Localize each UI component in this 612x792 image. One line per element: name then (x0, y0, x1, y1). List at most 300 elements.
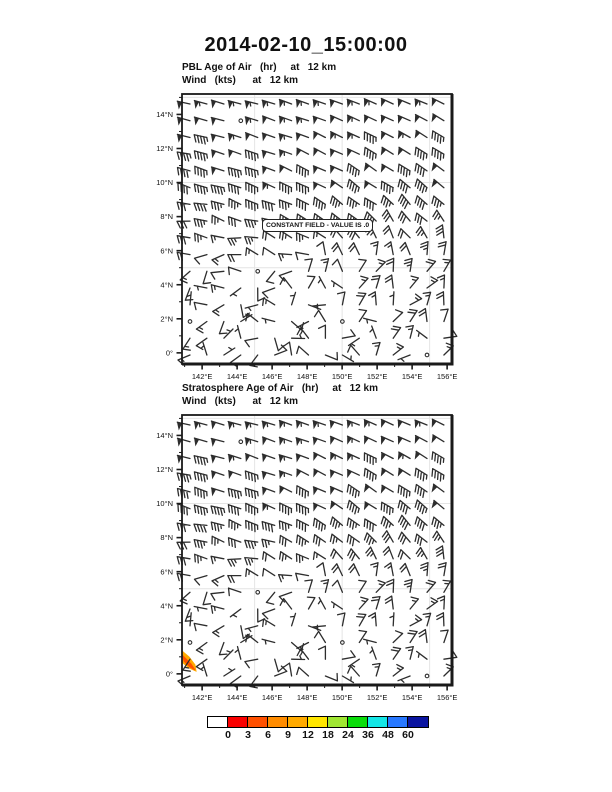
wind-barb (332, 580, 342, 592)
wind-barb (385, 275, 393, 288)
wind-barb (373, 343, 380, 356)
wind-barb (415, 500, 427, 514)
wind-barb (364, 198, 376, 210)
wind-barb (279, 521, 291, 531)
wind-barb (213, 626, 224, 637)
colorbar-segment (407, 716, 429, 728)
wind-barb (364, 147, 376, 160)
wind-barb (366, 547, 376, 559)
wind-barb (381, 181, 393, 193)
wind-barb (314, 197, 326, 210)
wind-barb (383, 547, 393, 559)
colorbar-level-label: 18 (322, 729, 334, 741)
wind-barb (195, 166, 207, 177)
wind-barb (279, 575, 292, 582)
colorbar-level-label: 48 (382, 729, 394, 741)
x-tick-label: 154°E (401, 693, 423, 702)
wind-barb (245, 219, 258, 227)
wind-barb (437, 292, 444, 305)
wind-barb (338, 613, 345, 626)
x-tick-label: 148°E (296, 372, 318, 381)
wind-barb (393, 665, 403, 676)
wind-barb (246, 503, 258, 514)
wind-barb (321, 259, 328, 272)
wind-barb (263, 288, 275, 298)
wind-barb (426, 259, 435, 271)
wind-barb (432, 148, 444, 160)
wind-barb (398, 229, 410, 238)
wind-barb (246, 248, 258, 256)
wind-barb (211, 285, 224, 292)
wind-barb (194, 524, 207, 532)
wind-barb (280, 231, 292, 240)
colorbar-segment (247, 716, 269, 728)
wind-barb (297, 504, 309, 515)
constant-field-annotation: CONSTANT FIELD - VALUE IS .0 (262, 219, 373, 232)
wind-barb (235, 326, 241, 339)
wind-barb (364, 639, 377, 644)
wind-barb (415, 468, 427, 481)
wind-barb (347, 518, 359, 529)
wind-barb (229, 538, 241, 548)
wind-barb (410, 597, 418, 609)
wind-barb (390, 613, 394, 626)
wind-barb (438, 563, 446, 576)
wind-barb (297, 535, 309, 546)
calm-circle (239, 119, 243, 123)
wind-barb (421, 563, 428, 576)
wind-barb (314, 535, 326, 546)
wind-barb (194, 472, 207, 482)
y-tick-label: 10°N (156, 499, 173, 509)
y-tick-label: 6°N (160, 567, 173, 577)
wind-barb (194, 286, 207, 291)
wind-barb (371, 242, 378, 255)
wind-barb (387, 579, 394, 592)
wind-barb (262, 539, 275, 547)
wind-barb (391, 647, 400, 659)
colorbar-level-label: 9 (285, 729, 291, 741)
wind-barb (415, 517, 427, 531)
wind-barb (195, 233, 207, 242)
wind-barb (391, 326, 400, 338)
y-tick-label: 8°N (160, 212, 173, 222)
y-tick-label: 14°N (156, 110, 173, 120)
x-tick-label: 146°E (261, 693, 283, 702)
wind-barb (427, 277, 438, 288)
wind-barb (211, 506, 225, 515)
x-tick-label: 156°E (436, 372, 458, 381)
wind-barb (399, 194, 411, 208)
wind-barb (262, 522, 275, 532)
wind-barb (211, 201, 224, 210)
wind-barb (419, 309, 427, 322)
y-tick-label: 6°N (160, 246, 173, 256)
wind-barb (263, 248, 275, 255)
wind-barb (211, 522, 224, 531)
wind-barb (263, 298, 275, 305)
wind-barb (364, 468, 376, 481)
wind-barb (342, 676, 353, 683)
colorbar-level-label: 12 (302, 729, 314, 741)
wind-barb (426, 580, 435, 592)
wind-barb (194, 151, 207, 161)
wind-barb (229, 520, 241, 530)
wind-barb (381, 517, 393, 529)
wind-barb (246, 569, 258, 577)
wind-barb (342, 651, 355, 659)
wind-barb (393, 631, 402, 643)
wind-barb (383, 226, 393, 238)
wind-barb (415, 196, 427, 210)
wind-barb (280, 599, 291, 609)
stratosphere-subtitle-1: Stratosphere Age of Air (hr) at 12 km (182, 383, 378, 394)
wind-barb (177, 202, 190, 210)
wind-barb (317, 563, 326, 576)
wind-barb (230, 609, 240, 617)
wind-barb (370, 647, 376, 659)
wind-barb (444, 651, 457, 659)
wind-barb (245, 167, 258, 177)
wind-barb (305, 580, 312, 592)
wind-barb (245, 659, 258, 668)
wind-barb (245, 237, 258, 244)
calm-circle (256, 270, 260, 274)
wind-barb (347, 485, 359, 498)
wind-barb (196, 643, 207, 654)
wind-barb (348, 345, 360, 355)
wind-barb (211, 556, 224, 563)
wind-barb (317, 242, 326, 255)
x-tick-label: 150°E (331, 693, 353, 702)
wind-barb (325, 353, 337, 360)
wind-barb (415, 534, 427, 545)
wind-barb (203, 271, 211, 283)
wind-barb (228, 184, 240, 194)
wind-barb (364, 519, 376, 531)
x-tick-label: 154°E (401, 372, 423, 381)
wind-barb (212, 215, 224, 224)
wind-barb (432, 196, 444, 207)
wind-barb (432, 131, 444, 143)
wind-barb (230, 288, 240, 296)
wind-barb (219, 322, 227, 334)
wind-barb (292, 335, 305, 339)
wind-barb (229, 588, 241, 596)
wind-barb (432, 452, 444, 464)
wind-barb (245, 540, 258, 548)
wind-barb (245, 558, 258, 565)
wind-barb (417, 651, 427, 659)
wind-barb (342, 330, 355, 338)
wind-barb (315, 310, 326, 321)
wind-barb (280, 536, 292, 547)
pbl-subtitle-1: PBL Age of Air (hr) at 12 km (182, 62, 337, 73)
wind-barb (291, 292, 296, 304)
wind-barb (398, 355, 410, 361)
wind-barb (364, 132, 376, 144)
wind-barb (406, 326, 413, 339)
wind-barb (211, 592, 224, 600)
wind-barb (263, 231, 275, 240)
wind-barb (319, 646, 326, 659)
wind-barb (203, 592, 211, 604)
wind-barb (349, 564, 359, 576)
wind-barb (263, 552, 275, 561)
wind-barb (275, 659, 284, 672)
wind-barb (398, 500, 410, 513)
wind-barb (342, 355, 353, 362)
calm-circle (188, 641, 192, 645)
wind-barb (398, 179, 410, 192)
wind-barb (314, 552, 326, 559)
wind-barb (297, 233, 309, 242)
wind-barb (359, 597, 368, 609)
wind-barb (263, 619, 275, 626)
wind-barb (195, 487, 207, 498)
wind-barb (297, 486, 309, 498)
wind-barb (370, 326, 376, 338)
wind-barb (364, 453, 376, 465)
wind-barb (365, 533, 377, 545)
wind-barb (444, 330, 457, 338)
colorbar-segment (367, 716, 389, 728)
wind-barb (211, 271, 224, 279)
wind-barb (297, 328, 308, 338)
wind-barb (332, 259, 342, 271)
wind-barb (314, 231, 326, 238)
calm-circle (425, 674, 429, 678)
wind-barb (319, 325, 326, 338)
wind-barb (416, 548, 427, 559)
wind-barb (211, 235, 224, 242)
wind-barb (325, 674, 337, 681)
wind-barb (321, 580, 328, 593)
wind-barb (357, 293, 366, 305)
wind-barb (279, 254, 292, 261)
wind-barb (385, 242, 394, 255)
wind-barb (235, 647, 241, 660)
wind-barb (441, 309, 448, 321)
calm-circle (425, 353, 429, 357)
wind-barb (194, 184, 207, 194)
wind-barb (266, 271, 274, 283)
wind-barb (280, 552, 292, 561)
wind-barb (228, 255, 241, 262)
wind-barb (400, 243, 410, 255)
colorbar-segment (287, 716, 309, 728)
calm-circle (256, 591, 260, 595)
wind-barb (194, 607, 207, 612)
wind-barb (280, 278, 291, 288)
wind-barb (399, 211, 411, 223)
wind-barb (399, 532, 411, 544)
y-tick-label: 14°N (156, 431, 173, 441)
wind-barb (297, 183, 309, 194)
colorbar-segment (267, 716, 289, 728)
wind-barb (211, 185, 225, 194)
y-tick-label: 4°N (160, 280, 173, 290)
wind-barb (280, 182, 292, 194)
colorbar-level-label: 60 (402, 729, 414, 741)
wind-barb (245, 471, 258, 482)
colorbar-level-label: 0 (225, 729, 231, 741)
wind-barb (347, 500, 359, 513)
calm-circle (239, 440, 243, 444)
wind-barb (438, 242, 446, 255)
wind-barb (307, 597, 315, 609)
wind-barb (177, 252, 190, 260)
wind-barb (229, 199, 241, 209)
wind-barb (305, 259, 312, 271)
wind-barb (373, 664, 380, 677)
wind-barb (194, 456, 207, 465)
wind-barb (194, 135, 207, 144)
wind-barb (185, 609, 193, 621)
wind-barb (318, 598, 325, 609)
wind-barb (297, 554, 309, 563)
wind-barb (372, 276, 380, 288)
wind-barb (385, 596, 393, 609)
wind-barb (177, 557, 190, 565)
wind-barb (359, 276, 368, 288)
wind-barb (359, 259, 366, 271)
wind-barb (297, 346, 309, 355)
wind-barb (194, 219, 207, 228)
wind-barb (332, 564, 342, 576)
wind-barb (291, 613, 296, 625)
wind-barb (349, 243, 359, 255)
wind-barb (297, 165, 309, 177)
wind-barb (177, 236, 190, 244)
wind-barb (382, 531, 393, 543)
stratosphere-wind-barb-panel (156, 415, 458, 702)
wind-barb (415, 485, 427, 498)
wind-barb (338, 292, 345, 305)
wind-barb (314, 518, 326, 531)
wind-barb (381, 502, 393, 514)
wind-barb (432, 469, 444, 481)
wind-barb (195, 576, 207, 585)
wind-barb (224, 669, 235, 677)
colorbar-segment (307, 716, 329, 728)
wind-barb (398, 485, 410, 497)
wind-barb (262, 639, 275, 644)
wind-barb (229, 217, 241, 227)
stratosphere-map-plot (148, 409, 468, 711)
wind-barb (246, 182, 258, 193)
wind-barb (400, 564, 410, 576)
wind-barb (387, 258, 394, 271)
wind-barb (393, 344, 403, 355)
wind-barb (398, 676, 410, 682)
wind-barb (185, 288, 193, 300)
wind-barb (195, 554, 207, 563)
wind-barb (245, 488, 258, 498)
wind-barb (332, 602, 343, 609)
wind-barb (371, 563, 378, 576)
wind-barb (213, 305, 224, 316)
map-area (156, 94, 457, 381)
wind-barb (408, 310, 417, 322)
wind-barb (332, 281, 343, 288)
wind-barb (296, 252, 309, 259)
x-tick-label: 148°E (296, 693, 318, 702)
wind-barb (433, 210, 444, 221)
wind-barb (347, 535, 359, 546)
wind-barb (195, 255, 207, 264)
wind-barb (416, 227, 427, 238)
wind-barb (385, 563, 394, 576)
wind-barb (246, 200, 258, 211)
wind-barb (364, 318, 377, 323)
wind-barb (347, 164, 359, 177)
wind-barb (296, 573, 309, 580)
wind-barb (263, 569, 275, 576)
wind-barb (436, 546, 444, 559)
x-tick-label: 144°E (226, 372, 248, 381)
map-area (156, 415, 457, 702)
wind-barb (381, 196, 393, 208)
wind-barb (280, 503, 292, 515)
wind-barb (347, 179, 359, 192)
wind-barb (212, 576, 224, 586)
x-tick-label: 152°E (366, 372, 388, 381)
wind-barb (398, 164, 410, 176)
pbl-subtitle-2: Wind (kts) at 12 km (182, 75, 299, 86)
wind-barb (262, 201, 275, 211)
wind-barb (177, 152, 191, 161)
colorbar-level-label: 36 (362, 729, 374, 741)
wind-barb (404, 259, 412, 272)
x-tick-label: 142°E (191, 693, 213, 702)
x-tick-label: 142°E (191, 372, 213, 381)
wind-barb (194, 623, 207, 630)
colorbar-level-label: 24 (342, 729, 354, 741)
wind-barb (415, 179, 427, 193)
colorbar-segment (207, 716, 229, 728)
x-tick-label: 144°E (226, 693, 248, 702)
wind-barb (245, 305, 258, 311)
wind-barb (372, 597, 380, 609)
wind-barb (177, 221, 190, 228)
wind-barb (427, 598, 438, 609)
wind-barb (297, 667, 309, 676)
wind-barb (212, 536, 224, 545)
wind-barb (433, 531, 444, 542)
wind-barb (390, 292, 394, 305)
pbl-wind-barb-panel (156, 94, 458, 381)
x-tick-label: 152°E (366, 693, 388, 702)
wind-barb (228, 576, 241, 583)
wind-barb (438, 596, 445, 609)
y-tick-label: 4°N (160, 601, 173, 611)
wind-barb (228, 168, 241, 178)
colorbar-segment (227, 716, 249, 728)
wind-barb (183, 338, 190, 350)
colorbar-segment (347, 716, 369, 728)
y-tick-label: 2°N (160, 635, 173, 645)
wind-barb (245, 150, 258, 161)
wind-barb (219, 643, 227, 655)
wind-barb (436, 225, 444, 238)
wind-barb (399, 515, 411, 529)
wind-barb (297, 520, 309, 532)
stratosphere-subtitle-2: Wind (kts) at 12 km (182, 396, 299, 407)
wind-barb (331, 517, 343, 528)
wind-barb (415, 164, 427, 177)
wind-barb (177, 542, 190, 549)
